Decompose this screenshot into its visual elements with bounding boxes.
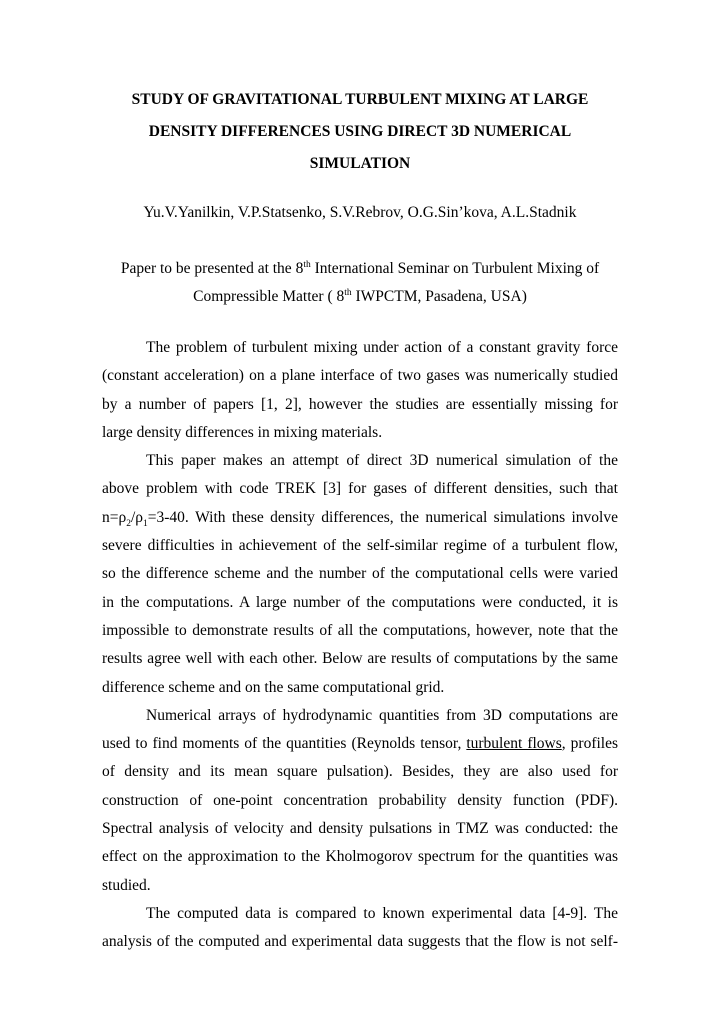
presentation-note [100,255,620,311]
body-line: above problem with code TREK [3] for gases of different densities, such that [102,480,618,498]
turbulent-flows-link[interactable]: turbulent flows [466,735,562,753]
body-line: The computed data is compared to known experimental data [4-9]. The [146,904,618,922]
author-list: Yu.V.Yanilkin, V.P.Statsenko, S.V.Rebrov, O.G.Sin’kova, A.L.Stadnik [143,204,577,221]
paper-body [102,334,618,957]
body-line: Numerical arrays of hydrodynamic quantities from 3D computations are [146,706,618,724]
body-line: effect on the approximation to the Kholmogorov spectrum for the quantities was [102,848,618,866]
body-line: analysis of the computed and experimental data suggests that the flow is not self- [102,933,618,951]
body-line-with-link: used to find moments of the quantities (Reynolds tensor, turbulent flows, profiles [102,735,618,753]
body-line: in the computations. A large number of the computations were conducted, it is [102,593,618,611]
body-line: impossible to demonstrate results of all the computations, however, note that the [102,621,618,639]
body-line: difference scheme and on the same computational grid. [102,678,445,696]
body-line: construction of one-point concentration probability density function (PDF). [102,791,618,809]
title-line: STUDY OF GRAVITATIONAL TURBULENT MIXING AT LARGE [131,91,589,108]
body-line-density-ratio: $n=\rho_2/\rho_1=3-40$. With these density differences, the numerical simulations involve [102,508,618,529]
body-line: studied. [102,876,151,894]
presentation-note-line: Compressible Matter ( 8th IWPCTM, Pasadena, USA) [193,287,527,305]
presentation-note-line: Paper to be presented at the 8th International Seminar on Turbulent Mixing of [120,259,600,277]
body-line: severe difficulties in achievement of the self-similar regime of a turbulent flow, [102,537,618,555]
body-line: by a number of papers [1, 2], however the studies are essentially missing for [102,395,618,413]
body-line: large density differences in mixing materials. [102,423,383,441]
body-line: results agree well with each other. Below are results of computations by the same [102,650,618,668]
body-line: Spectral analysis of velocity and density pulsations in TMZ was conducted: the [102,820,618,838]
body-line: of density and its mean square pulsation). Besides, they are also used for [102,763,618,781]
title-line: DENSITY DIFFERENCES USING DIRECT 3D NUMERICAL [148,123,572,140]
body-line: (constant acceleration) on a plane interface of two gases was numerically studied [102,367,618,385]
body-line: so the difference scheme and the number of the computational cells were varied [102,565,618,583]
body-line: The problem of turbulent mixing under action of a constant gravity force [146,339,618,356]
paper-title [100,84,620,180]
body-line: This paper makes an attempt of direct 3D numerical simulation of the [146,452,618,470]
title-line: SIMULATION [309,155,411,172]
